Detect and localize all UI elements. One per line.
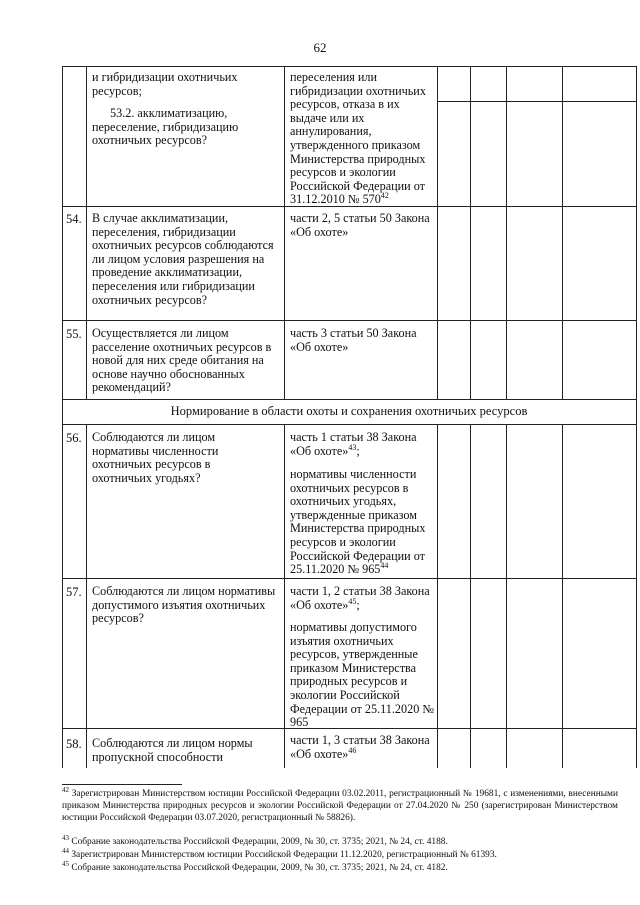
reference-cell: часть 3 статьи 50 Закона «Об охоте» xyxy=(290,326,417,354)
reference-cell: части 1, 3 статьи 38 Закона «Об охоте»$^{46}$ xyxy=(290,733,430,761)
question-cell: Осуществляется ли лицом расселение охотничьих ресурсов в новой для них среде обитания на основе научно обоснованных рекомендаций? xyxy=(92,326,272,395)
question-cell: Соблюдаются ли лицом нормативы допустимого изъятия охотничьих ресурсов? xyxy=(92,584,276,626)
row-number: 55. xyxy=(66,327,82,341)
page-number: 62 xyxy=(313,40,327,55)
row-divider xyxy=(62,399,637,400)
table-border-right xyxy=(636,66,637,768)
footnote: $^{43}$ Собрание законодательства Российской Федерации, 2009, № 30, ст. 3735; 2021, № 24, ст. 4188. xyxy=(62,833,448,847)
table-border-top xyxy=(62,66,637,67)
footnote: $^{44}$ Зарегистрирован Министерством юстиции Российской Федерации 11.12.2020, регистрационный № 61393. xyxy=(62,846,497,860)
section-heading: Нормирование в области охоты и сохранения охотничьих ресурсов xyxy=(170,404,528,418)
reference-cell: части 2, 5 статьи 50 Закона «Об охоте» xyxy=(290,211,430,239)
row-divider xyxy=(62,424,637,425)
column-divider xyxy=(437,66,438,399)
reference-cell: части 1, 2 статьи 38 Закона «Об охоте»$^{45}$; xyxy=(290,584,430,612)
footnote-mark: 45 xyxy=(348,596,357,606)
column-divider xyxy=(284,66,285,399)
reference-cell: переселения или гибридизации охотничьих ресурсов, отказа в их выдаче или их аннулирования, утвержденного приказом Министерства природных ресурсов и экологии Российской Федерации от 31.12.2010 № $570^{42}$ xyxy=(290,70,426,207)
footnote-separator xyxy=(62,784,182,785)
column-divider xyxy=(437,424,438,768)
reference-cell-secondary: нормативы численности охотничьих ресурсов в охотничьих угодьях, утвержденные приказом Министерства природных ресурсов и экологии Российской Федерации от 25.11.2020 № $965^{44}$ xyxy=(290,467,426,577)
reference-cell: часть 1 статьи 38 Закона «Об охоте»$^{43}$; xyxy=(290,430,417,458)
question-cell: Соблюдаются ли лицом нормативы численности охотничьих ресурсов в охотничьих угодьях? xyxy=(92,430,219,485)
column-divider xyxy=(562,424,563,768)
column-divider xyxy=(470,66,471,399)
row-number: 56. xyxy=(66,431,82,445)
question-cell: Соблюдаются ли лицом нормы пропускной способности xyxy=(92,736,253,764)
footnote-mark: 46 xyxy=(348,745,357,755)
column-divider xyxy=(470,424,471,768)
question-cell: 53.2. акклиматизацию, переселение, гибридизацию охотничьих ресурсов? xyxy=(92,106,239,148)
column-divider xyxy=(86,424,87,768)
column-divider xyxy=(506,424,507,768)
column-divider xyxy=(506,66,507,399)
row-divider xyxy=(62,578,637,579)
footnote: $^{42}$ Зарегистрирован Министерством юстиции Российской Федерации 03.02.2011, регистрационный № 19681, с изменениями, внесенными приказом Министерства природных ресурсов и экологии Российской Федерации от 27.04.2020 № 250 (зарегистрирован Министерством юстиции Российской Федерации 03.07.2020, регистрационный № 58826). xyxy=(62,785,618,823)
column-divider xyxy=(284,424,285,768)
footnote-mark: 44 xyxy=(380,561,389,571)
row-number: 57. xyxy=(66,585,82,599)
row-number: 58. xyxy=(66,737,82,751)
row-divider xyxy=(62,320,637,321)
column-divider xyxy=(562,66,563,399)
footnote-mark: 43 xyxy=(348,442,357,452)
reference-cell-secondary: нормативы допустимого изъятия охотничьих ресурсов, утвержденные приказом Министерства природных ресурсов и экологии Российской Федерации от 25.11.2020 № 965 xyxy=(290,620,434,730)
column-divider xyxy=(86,66,87,399)
question-cell: В случае акклиматизации, переселения, гибридизации охотничьих ресурсов соблюдаются ли лицом условия разрешения на проведение акклиматизации, переселения или гибридизации охотничьих ресурсов? xyxy=(92,211,274,307)
row-number: 54. xyxy=(66,212,82,226)
question-cell: и гибридизации охотничьих ресурсов; xyxy=(92,70,238,98)
footnote: $^{45}$ Собрание законодательства Российской Федерации, 2009, № 30, ст. 3735; 2021, № 24, ст. 4182. xyxy=(62,859,448,873)
footnote-mark: 42 xyxy=(380,191,389,201)
row-divider xyxy=(437,101,637,102)
